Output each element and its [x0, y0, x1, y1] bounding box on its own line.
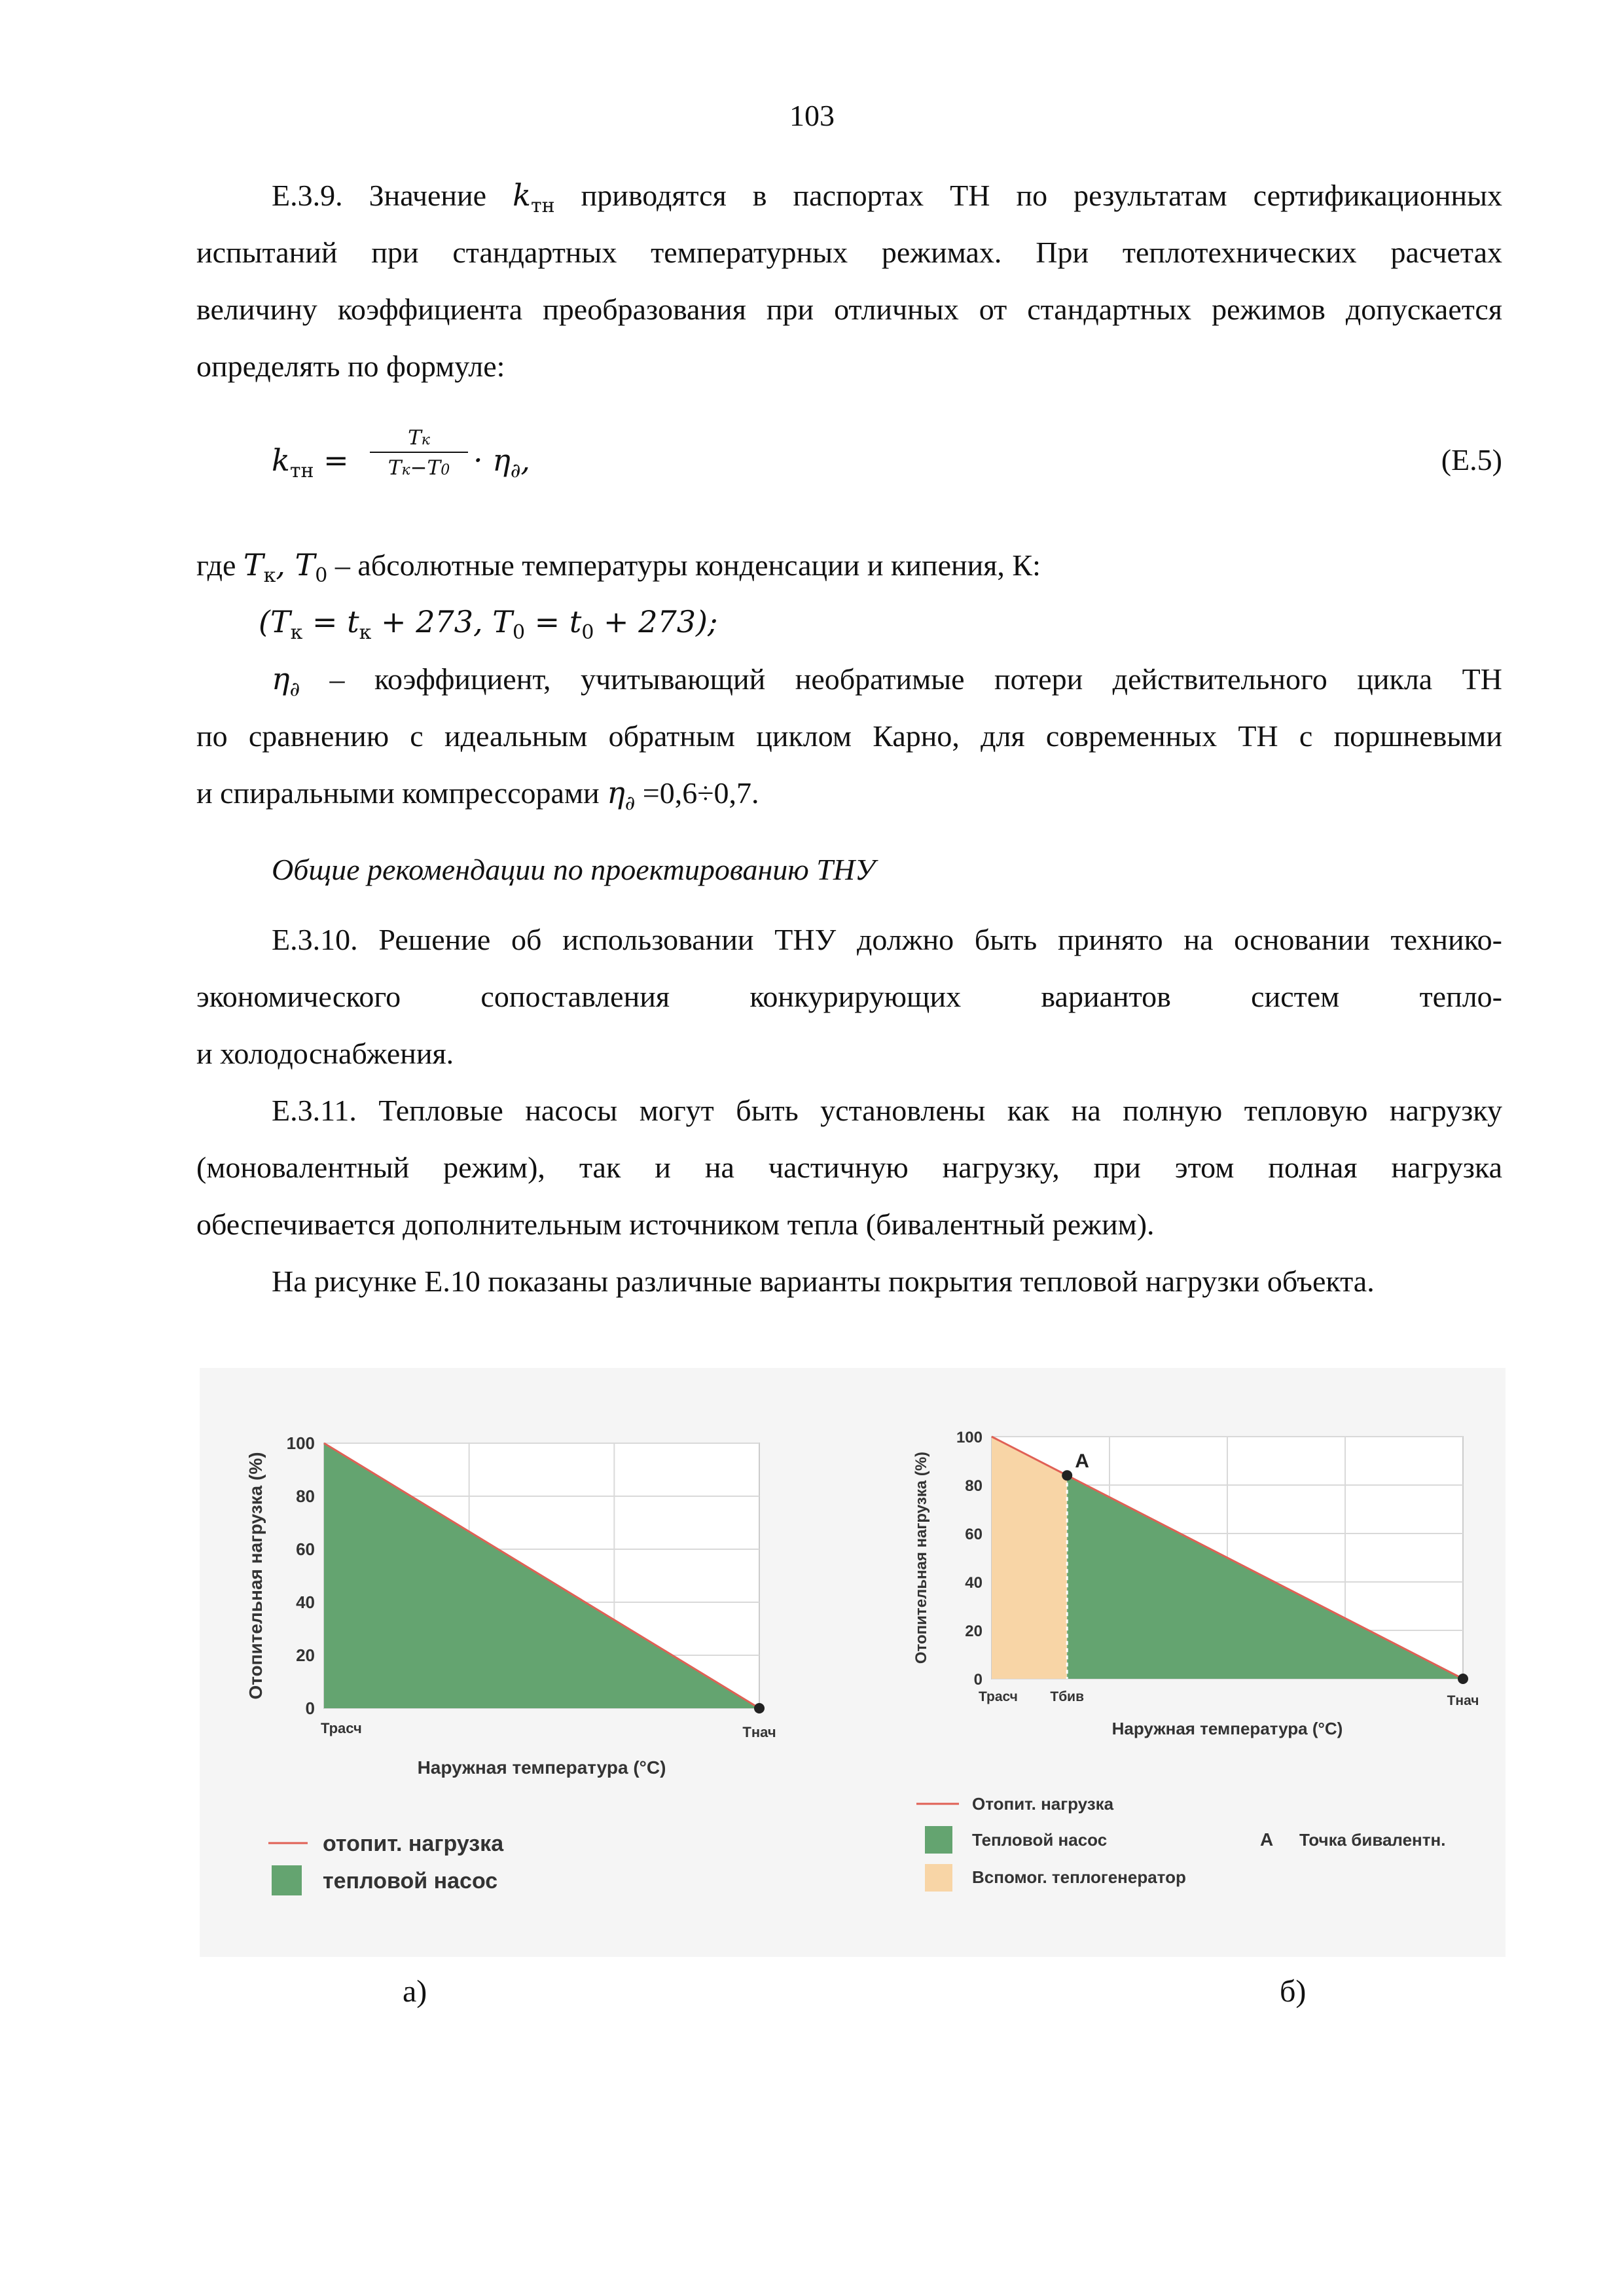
- chart-b-legend-orange-swatch: [925, 1864, 952, 1892]
- para-e39-line2: испытаний при стандартных температурных режимах. При теплотехнических расчетах: [196, 236, 1502, 269]
- section-heading: Общие рекомендации по проектированию ТНУ: [272, 853, 875, 886]
- chart-b-point-label-a: A: [1075, 1450, 1089, 1473]
- page-number: 103: [789, 99, 835, 132]
- formula-numerator: Tк: [408, 426, 430, 450]
- eta-line3: и спиральными компрессорами $\eta_\partial =0,6\div 0,7$.: [196, 775, 759, 815]
- formula-lhs: $k_{тн}$ =: [272, 442, 349, 482]
- para-e311-line3: обеспечивается дополнительным источником тепла (бивалентный режим).: [196, 1208, 1155, 1241]
- eta-line1: $\eta_\partial$ – коэффициент, учитывающий необратимые потери действительного цикла ТН: [272, 661, 1502, 701]
- para-e39-line4: определять по формуле:: [196, 350, 505, 383]
- y-tick-label: 40: [296, 1592, 315, 1612]
- formula-denominator: Tк−T0: [370, 452, 468, 483]
- chart-a-x-label-trasch: Трасч: [321, 1720, 362, 1736]
- chart-a-y-axis-label: Отопительная нагрузка (%): [245, 1452, 266, 1700]
- para-e311-line2: (моновалентный режим), так и на частичную нагрузку, при этом полная нагрузка: [196, 1151, 1502, 1184]
- formula-number: (Е.5): [1441, 443, 1502, 476]
- chart-b-x-label-tbiv: Тбив: [1050, 1689, 1085, 1704]
- y-tick-label: 40: [965, 1574, 983, 1592]
- para-e310-line2: экономического сопоставления конкурирующих вариантов систем тепло-: [196, 980, 1502, 1013]
- caption-b: б): [1280, 1974, 1307, 2009]
- chart-b-bivalent-point: [1062, 1470, 1072, 1480]
- chart-b-legend-bivalent-point: Точка бивалентн.: [1299, 1830, 1446, 1850]
- y-tick-label: 0: [305, 1698, 315, 1718]
- y-tick-label: 20: [296, 1645, 315, 1665]
- chart-b-auxiliary-area: [992, 1437, 1067, 1679]
- para-e311-line1: Е.3.11. Тепловые насосы могут быть установлены как на полную тепловую нагрузку: [272, 1094, 1502, 1127]
- y-tick-label: 100: [286, 1433, 315, 1453]
- figure-e10: [200, 1368, 1506, 1957]
- y-tick-label: 60: [296, 1539, 315, 1559]
- chart-b-x-label-tnach: Тнач: [1447, 1693, 1479, 1708]
- chart-a-legend-load: отопит. нагрузка: [323, 1831, 504, 1856]
- chart-b-end-point: [1458, 1674, 1468, 1684]
- chart-b-y-ticks: [956, 1429, 983, 1689]
- para-figure-ref: На рисунке Е.10 показаны различные варианты покрытия тепловой нагрузки объекта.: [272, 1265, 1375, 1298]
- formula-rhs: · $\eta_\partial$,: [473, 442, 530, 482]
- where-line1: где $T_к$, $T_0$ – абсолютные температуры конденсации и кипения, К:: [196, 547, 1041, 587]
- formula-e5: [272, 419, 1502, 504]
- chart-b-legend-green-swatch: [925, 1826, 952, 1854]
- chart-a: [245, 1433, 776, 1895]
- chart-b-legend-auxiliary: Вспомог. теплогенератор: [972, 1867, 1186, 1887]
- y-tick-label: 60: [965, 1526, 983, 1543]
- y-tick-label: 80: [296, 1486, 315, 1506]
- y-tick-label: 100: [956, 1429, 983, 1446]
- chart-a-x-label-tnach: Тнач: [742, 1724, 776, 1740]
- chart-b-x-axis-label: Наружная температура (°С): [1111, 1719, 1343, 1738]
- eta-line2: по сравнению с идеальным обратным циклом Карно, для современных ТН с поршневыми: [196, 719, 1502, 753]
- chart-a-y-ticks: [287, 1433, 315, 1718]
- chart-a-end-point: [754, 1703, 765, 1713]
- chart-b-legend-heat-pump: Тепловой насос: [972, 1830, 1108, 1850]
- y-tick-label: 20: [965, 1623, 983, 1640]
- chart-a-x-axis-label: Наружная температура (°С): [417, 1757, 666, 1778]
- chart-b-legend-a-letter: A: [1260, 1829, 1274, 1850]
- para-e39-line1: Е.3.9. Значение $k_{тн}$ приводятся в паспортах ТН по результатам сертификационных: [272, 177, 1502, 217]
- chart-b: [912, 1429, 1479, 1892]
- chart-b-y-axis-label: Отопительная нагрузка (%): [912, 1451, 930, 1664]
- chart-a-legend-fill-swatch: [272, 1865, 302, 1895]
- para-e310-line3: и холодоснабжения.: [196, 1037, 454, 1070]
- chart-b-x-label-trasch: Трасч: [979, 1689, 1018, 1704]
- chart-b-legend-load: Отопит. нагрузка: [972, 1794, 1114, 1814]
- where-relation: ($T_к = t_к + 273$, $T_0 = t_0 + 273$);: [259, 604, 718, 644]
- para-e310-line1: Е.3.10. Решение об использовании ТНУ должно быть принято на основании технико-: [272, 923, 1502, 956]
- para-e39-line3: величину коэффициента преобразования при отличных от стандартных режимов допускается: [196, 293, 1502, 326]
- y-tick-label: 80: [965, 1477, 983, 1495]
- y-tick-label: 0: [973, 1671, 983, 1689]
- figure-svg: [200, 1368, 1506, 1957]
- chart-a-legend-heat-pump: тепловой насос: [323, 1869, 498, 1893]
- formula-fraction: [370, 419, 468, 483]
- caption-a: а): [403, 1974, 427, 2009]
